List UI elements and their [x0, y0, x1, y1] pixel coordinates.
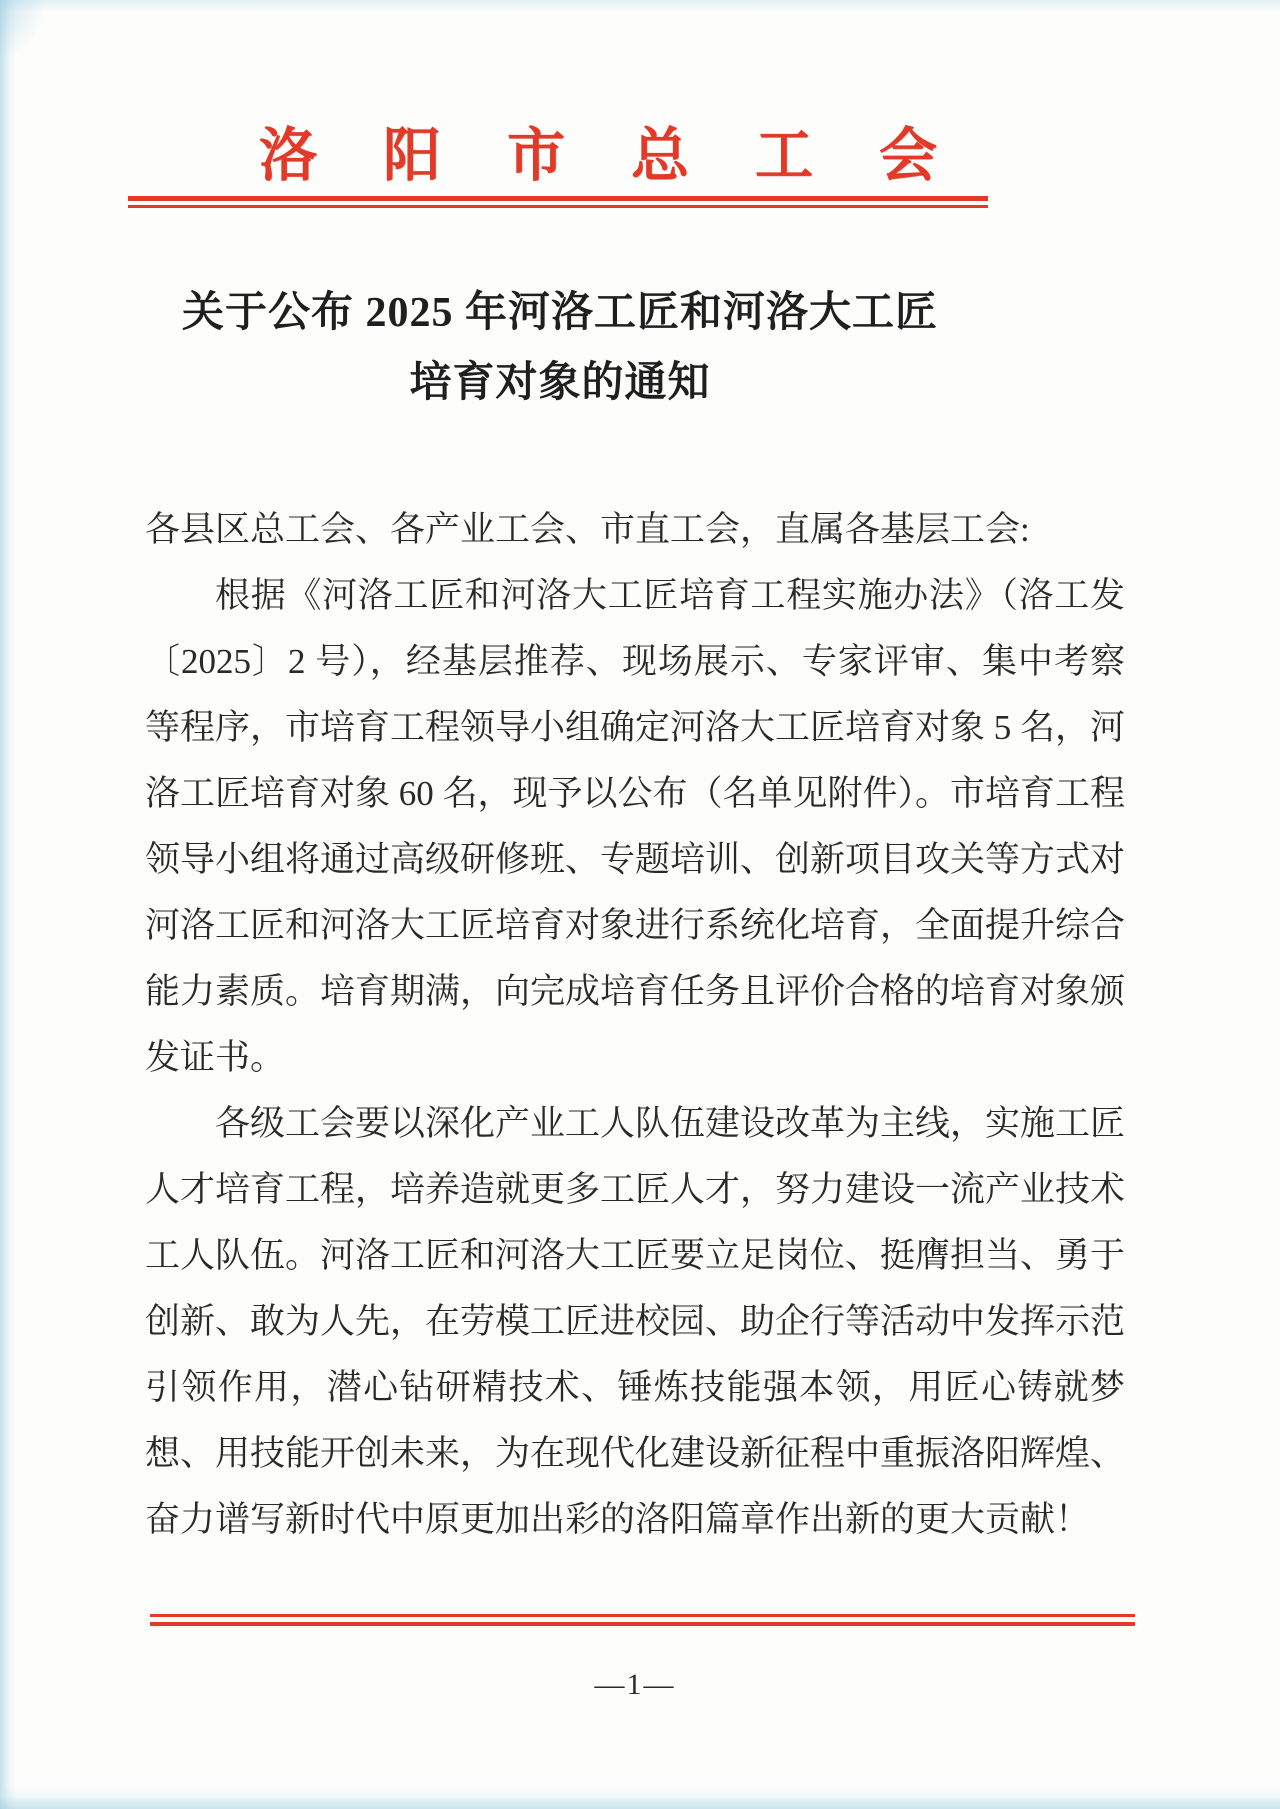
letterhead-org-name: 洛 阳 市 总 工 会 [258, 123, 941, 188]
scan-artifact-bottom-edge [0, 1787, 1280, 1809]
body-paragraph-2: 各级工会要以深化产业工人队伍建设改革为主线，实施工匠人才培育工程，培养造就更多工匠人才，努力建设一流产业技术工人队伍。河洛工匠和河洛大工匠要立足岗位、挺膺担当、勇于创新、敢为人先，在劳模工匠进校园、助企行等活动中发挥示范引领作用，潜心钻研精技术、锤炼技能强本领，用匠心铸就梦想、用技能开创未来，为在现代化建设新征程中重振洛阳辉煌、奋力谱写新时代中原更加出彩的洛阳篇章作出新的更大贡献！ [145, 1104, 1126, 1539]
document-title-line1: 关于公布 2025 年河洛工匠和河洛大工匠 [181, 290, 938, 336]
letterhead-divider-thin-line [128, 205, 988, 208]
body-paragraph-1: 根据《河洛工匠和河洛大工匠培育工程实施办法》（洛工发〔2025〕2 号），经基层推荐、现场展示、专家评审、集中考察等程序，市培育工程领导小组确定河洛大工匠培育对象 5 名，河洛工匠培育对象 60 名，现予以公布（名单见附件）。市培育工程领导小组将通过高级研修班、专题培训、创新项目攻关等方式对河洛工匠和河洛大工匠培育对象进行系统化培育，全面提升综合能力素质。培育期满，向完成培育任务且评价合格的培育对象颁发证书。 [145, 576, 1126, 1077]
document-title [100, 278, 1020, 418]
salutation-line: 各县区总工会、各产业工会、市直工会，直属各基层工会: [145, 510, 1030, 549]
page-number: —1— [594, 1668, 676, 1701]
footer-divider [150, 1614, 1135, 1626]
document-title-line2: 培育对象的通知 [409, 360, 711, 406]
footer-divider-thick-line [150, 1622, 1135, 1626]
letterhead-divider [128, 196, 988, 208]
document-body [145, 497, 1125, 1553]
scan-artifact-left-edge [0, 0, 16, 1809]
scan-artifact-top-edge [0, 0, 1280, 12]
scan-artifact-corner-smudge [0, 0, 46, 60]
